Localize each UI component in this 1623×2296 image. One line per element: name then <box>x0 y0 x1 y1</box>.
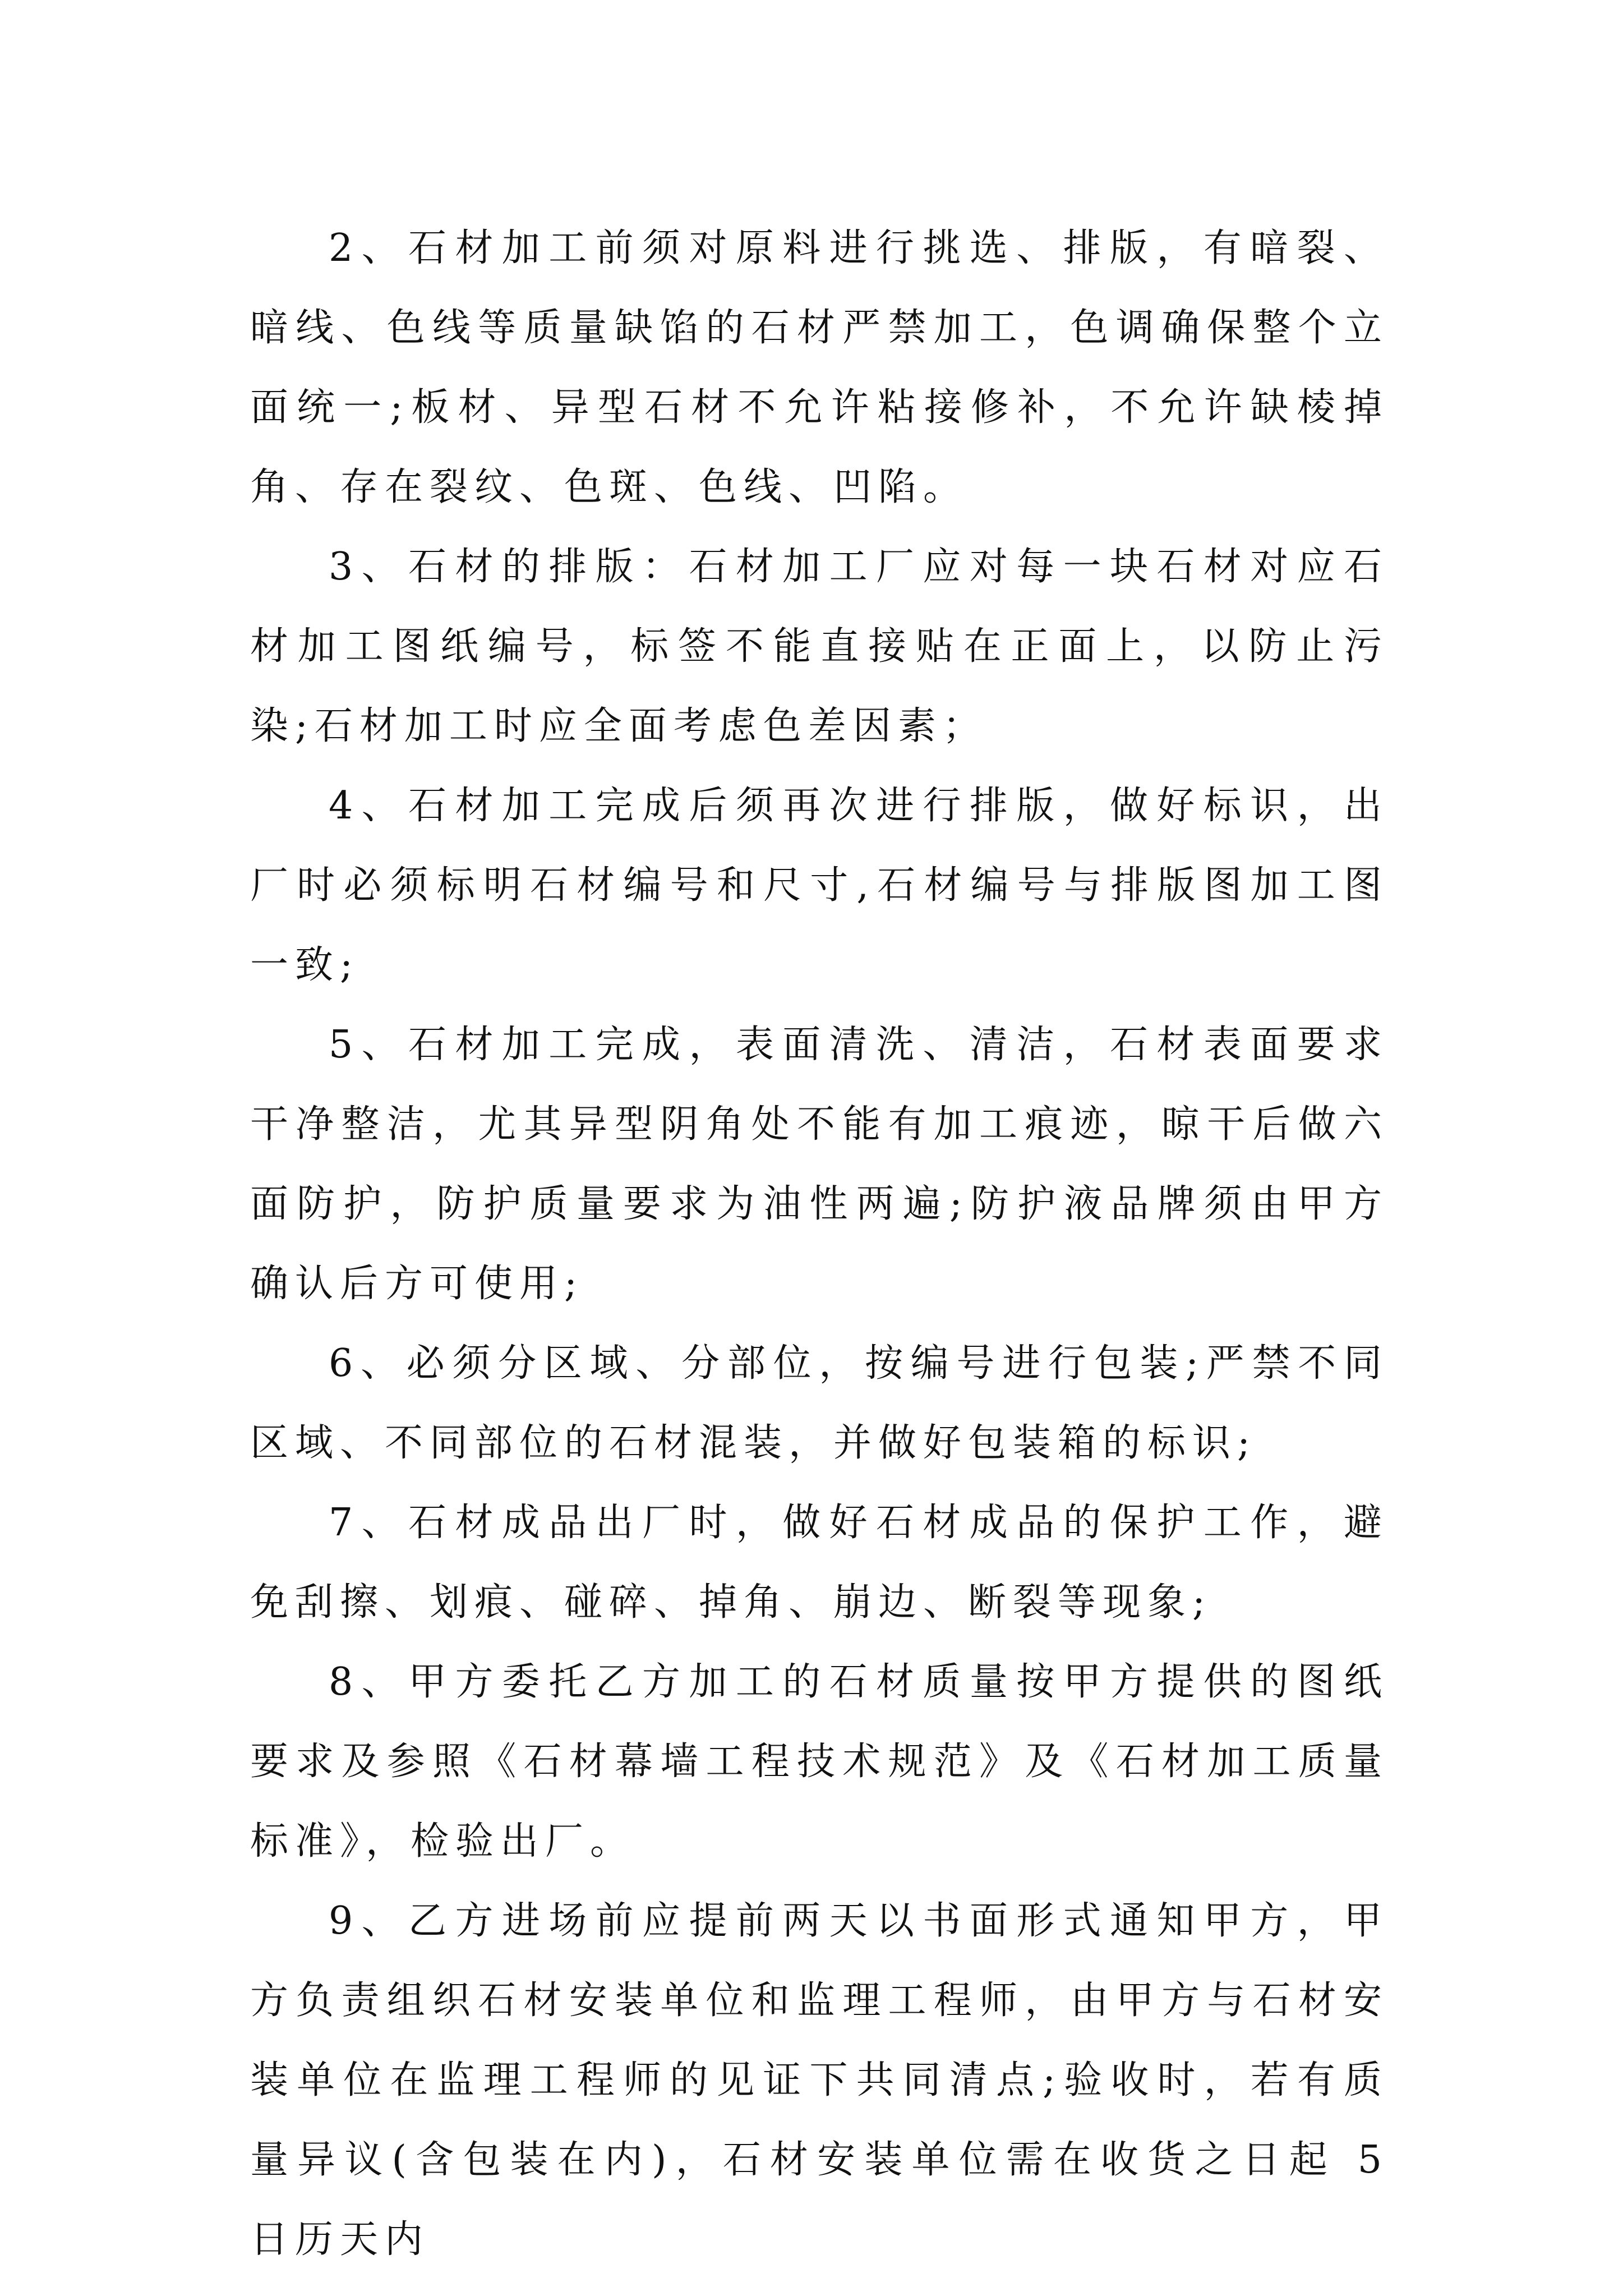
clause-5: 5、石材加工完成，表面清洗、清洁，石材表面要求干净整洁，尤其异型阴角处不能有加工痕迹，晾干后做六面防护，防护质量要求为油性两遍;防护液品牌须由甲方确认后方可使用; <box>250 1023 1389 1306</box>
clause-7: 7、石材成品出厂时，做好石材成品的保护工作，避免刮擦、划痕、碰碎、掉角、崩边、断裂等现象; <box>250 1501 1389 1625</box>
clause-9: 9、乙方进场前应提前两天以书面形式通知甲方，甲方负责组织石材安装单位和监理工程师，由甲方与石材安装单位在监理工程师的见证下共同清点;验收时，若有质量异议(含包装在内)，石材安装单位需在收货之日起 5 日历天内 <box>250 1899 1389 2262</box>
clause-6: 6、必须分区域、分部位，按编号进行包装;严禁不同区域、不同部位的石材混装，并做好包装箱的标识; <box>250 1341 1389 1465</box>
clause-4: 4、石材加工完成后须再次进行排版，做好标识，出厂时必须标明石材编号和尺寸,石材编号与排版图加工图一致; <box>250 784 1389 987</box>
clause-8: 8、甲方委托乙方加工的石材质量按甲方提供的图纸要求及参照《石材幕墙工程技术规范》及《石材加工质量标准》，检验出厂。 <box>250 1660 1389 1864</box>
clause-3: 3、石材的排版：石材加工厂应对每一块石材对应石材加工图纸编号，标签不能直接贴在正面上，以防止污染;石材加工时应全面考虑色差因素； <box>250 545 1389 748</box>
clause-2: 2、石材加工前须对原料进行挑选、排版，有暗裂、暗线、色线等质量缺馅的石材严禁加工，色调确保整个立面统一;板材、异型石材不允许粘接修补，不允许缺棱掉角、存在裂纹、色斑、色线、凹陷。 <box>250 226 1389 509</box>
document-body <box>250 209 1389 2280</box>
